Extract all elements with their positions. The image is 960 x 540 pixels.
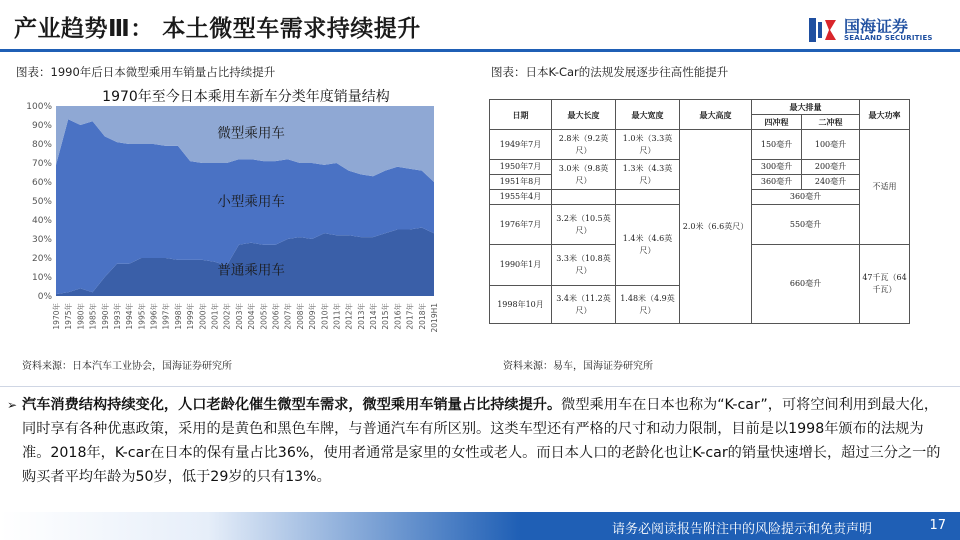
cell: 100毫升 — [802, 130, 860, 160]
cell — [616, 190, 680, 205]
page-title: 产业趋势Ⅲ： 本土微型车需求持续提升 — [14, 16, 421, 42]
y-tick-label: 0% — [37, 292, 52, 302]
x-tick-label: 2008年 — [295, 303, 305, 330]
x-tick-label: 2011年 — [332, 303, 342, 330]
x-tick-label: 1975年 — [64, 303, 74, 330]
y-tick-label: 100% — [26, 102, 52, 112]
x-tick-label: 2014年 — [369, 303, 379, 330]
y-tick-label: 60% — [31, 178, 52, 188]
chart-title: 1970年至今日本乘用车新车分类年度销量结构 — [102, 89, 390, 105]
section-divider — [0, 386, 960, 387]
cell: 1998年10月 — [490, 286, 552, 324]
y-tick-label: 50% — [31, 197, 52, 207]
cell: 2.8米（9.2英尺） — [552, 130, 616, 160]
x-tick-label: 2013年 — [356, 303, 366, 330]
logo-chinese-name: 国海证券 — [844, 17, 909, 36]
cell: 660毫升 — [752, 245, 860, 324]
x-tick-label: 2001年 — [210, 303, 220, 330]
series-label: 微型乘用车 — [217, 125, 285, 142]
x-tick-label: 2015年 — [381, 303, 391, 330]
left-chart-caption: 图表：1990年后日本微型乘用车销量占比持续提升 — [16, 65, 276, 79]
cell: 1.4米（4.6英尺） — [616, 205, 680, 286]
x-tick-label: 2009年 — [308, 303, 318, 330]
cell: 不适用 — [860, 130, 910, 245]
y-tick-label: 90% — [31, 121, 52, 131]
cell: 300毫升 — [752, 160, 802, 175]
left-source-note: 资料来源：日本汽车工业协会，国海证券研究所 — [22, 361, 232, 372]
col-displacement-header: 最大排量 — [752, 100, 860, 115]
x-tick-label: 1985年 — [88, 303, 98, 330]
x-tick-label: 1993年 — [112, 303, 122, 330]
x-tick-label: 1997年 — [161, 303, 171, 330]
y-tick-label: 30% — [31, 235, 52, 245]
x-tick-label: 2018年 — [417, 303, 427, 330]
cell — [552, 190, 616, 205]
cell: 1990年1月 — [490, 245, 552, 286]
x-tick-label: 1994年 — [125, 303, 135, 330]
y-tick-label: 20% — [31, 254, 52, 264]
footer-disclaimer: 请务必阅读报告附注中的风险提示和免责声明 — [611, 522, 872, 537]
body-bold-lead: 汽车消费结构持续变化，人口老龄化催生微型车需求，微型乘用车销量占比持续提升。 — [22, 397, 562, 413]
x-tick-label: 2019H1 — [430, 303, 439, 333]
cell: 360毫升 — [752, 175, 802, 190]
x-tick-label: 1980年 — [76, 303, 86, 330]
cell: 3.0米（9.8英尺） — [552, 160, 616, 190]
footer-gradient — [0, 512, 520, 540]
cell: 1950年7月 — [490, 160, 552, 175]
bullet-arrow-icon: ➢ — [7, 398, 18, 412]
x-tick-label: 2005年 — [259, 303, 269, 330]
col-two-stroke-header: 二冲程 — [802, 115, 860, 130]
cell: 200毫升 — [802, 160, 860, 175]
cell: 240毫升 — [802, 175, 860, 190]
col-four-stroke-header: 四冲程 — [752, 115, 802, 130]
x-tick-label: 2017年 — [405, 303, 415, 330]
x-tick-label: 1996年 — [149, 303, 159, 330]
y-tick-label: 70% — [31, 159, 52, 169]
table-row — [490, 130, 910, 160]
col-power-header: 最大功率 — [860, 100, 910, 130]
series-label: 普通乘用车 — [217, 262, 285, 279]
sealand-logo-icon — [808, 16, 838, 44]
body-paragraph — [7, 393, 947, 489]
cell: 360毫升 — [752, 190, 860, 205]
cell: 1.3米（4.3英尺） — [616, 160, 680, 190]
right-source-note: 资料来源：易车，国海证券研究所 — [503, 361, 653, 372]
cell: 1949年7月 — [490, 130, 552, 160]
col-length-header: 最大长度 — [552, 100, 616, 130]
page-number: 17 — [929, 518, 946, 533]
y-tick-label: 80% — [31, 140, 52, 150]
cell: 150毫升 — [752, 130, 802, 160]
x-tick-label: 2000年 — [198, 303, 208, 330]
chart-svg — [18, 86, 446, 336]
x-tick-label: 2004年 — [247, 303, 257, 330]
series-label: 小型乘用车 — [217, 194, 285, 210]
cell: 1.0米（3.3英尺） — [616, 130, 680, 160]
stacked-area-chart — [18, 86, 446, 336]
cell: 550毫升 — [752, 205, 860, 245]
cell: 3.4米（11.2英尺） — [552, 286, 616, 324]
kcar-regulation-table — [489, 99, 910, 324]
x-tick-label: 1999年 — [186, 303, 196, 330]
x-tick-label: 1998年 — [173, 303, 183, 330]
body-text: 微型乘用车在日本也称为“K-car”，可将空间利用到最大化，同时享有各种优惠政策，采用的是黄色和黑色车牌，与普通汽车有所区别。这类车型还有严格的尺寸和动力限制，目前是以1998年颁布的法规为准。2018年，K-car在日本的保有量占比36%，使用者通常是家里的女性或老人。而日本人口的老龄化也让K-car的销量快速增长，超过三分之一的购买者平均年龄为50岁，低于29岁的只有13%。 — [22, 397, 941, 485]
y-tick-label: 10% — [31, 273, 52, 283]
right-table-caption: 图表：日本K-Car的法规发展逐步往高性能提升 — [491, 65, 729, 79]
cell: 1.48米（4.9英尺） — [616, 286, 680, 324]
footer-bar — [0, 512, 960, 540]
col-width-header: 最大宽度 — [616, 100, 680, 130]
brand-logo — [808, 14, 948, 46]
cell: 47千瓦（64千瓦） — [860, 245, 910, 324]
cell: 1976年7月 — [490, 205, 552, 245]
cell: 3.2米（10.5英尺） — [552, 205, 616, 245]
x-tick-label: 2006年 — [271, 303, 281, 330]
x-tick-label: 1995年 — [137, 303, 147, 330]
y-tick-label: 40% — [31, 216, 52, 226]
col-date-header: 日期 — [490, 100, 552, 130]
x-tick-label: 2002年 — [222, 303, 232, 330]
cell: 2.0米（6.6英尺） — [680, 130, 752, 324]
x-tick-label: 2012年 — [344, 303, 354, 330]
x-tick-label: 2003年 — [234, 303, 244, 330]
x-tick-label: 2010年 — [320, 303, 330, 330]
title-rule — [0, 49, 960, 52]
cell: 3.3米（10.8英尺） — [552, 245, 616, 286]
cell: 1951年8月 — [490, 175, 552, 190]
x-tick-label: 2016年 — [393, 303, 403, 330]
logo-english-name: SEALAND SECURITIES — [844, 34, 933, 42]
col-height-header: 最大高度 — [680, 100, 752, 130]
x-tick-label: 1990年 — [100, 303, 110, 330]
cell: 1955年4月 — [490, 190, 552, 205]
x-tick-label: 2007年 — [283, 303, 293, 330]
x-tick-label: 1970年 — [52, 303, 61, 330]
